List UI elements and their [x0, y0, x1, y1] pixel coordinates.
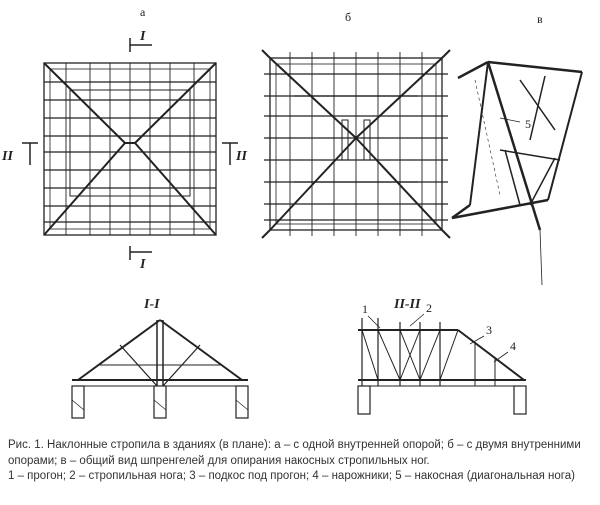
- callout-3: 3: [486, 323, 492, 337]
- callout-4: 4: [510, 339, 516, 353]
- callout-5: 5: [525, 117, 531, 131]
- panel-label-v: в: [537, 12, 543, 26]
- section-mark-right: II: [236, 149, 247, 164]
- section-mark-left: II: [2, 149, 13, 164]
- caption-line-2: опорами; в – общий вид шпренгелей для опирания накосных стропильных ног.: [8, 454, 430, 467]
- figure-caption: [8, 438, 594, 485]
- caption-line-3: 1 – прогон; 2 – стропильная нога; 3 – подкос под прогон; 4 – нарожники; 5 – накосная (диагональная нога): [8, 470, 575, 482]
- panel-label-a: а: [140, 5, 146, 19]
- section-mark-bottom: I: [140, 257, 146, 272]
- section-title-2: II-II: [394, 297, 421, 312]
- caption-line-1: Рис. 1. Наклонные стропила в зданиях (в плане): а – с одной внутренней опорой; б – с двумя внутренними: [8, 439, 581, 451]
- plan-b: [262, 50, 450, 238]
- section-mark-top: I: [140, 29, 146, 44]
- section-2-2: [358, 314, 526, 414]
- callout-2: 2: [426, 301, 432, 315]
- panel-label-b: б: [345, 10, 352, 24]
- perspective-v: [452, 62, 582, 285]
- section-title-1: I-I: [144, 297, 160, 312]
- section-1-1: [72, 320, 248, 418]
- plan-a: [22, 38, 238, 260]
- callout-1: 1: [362, 302, 368, 316]
